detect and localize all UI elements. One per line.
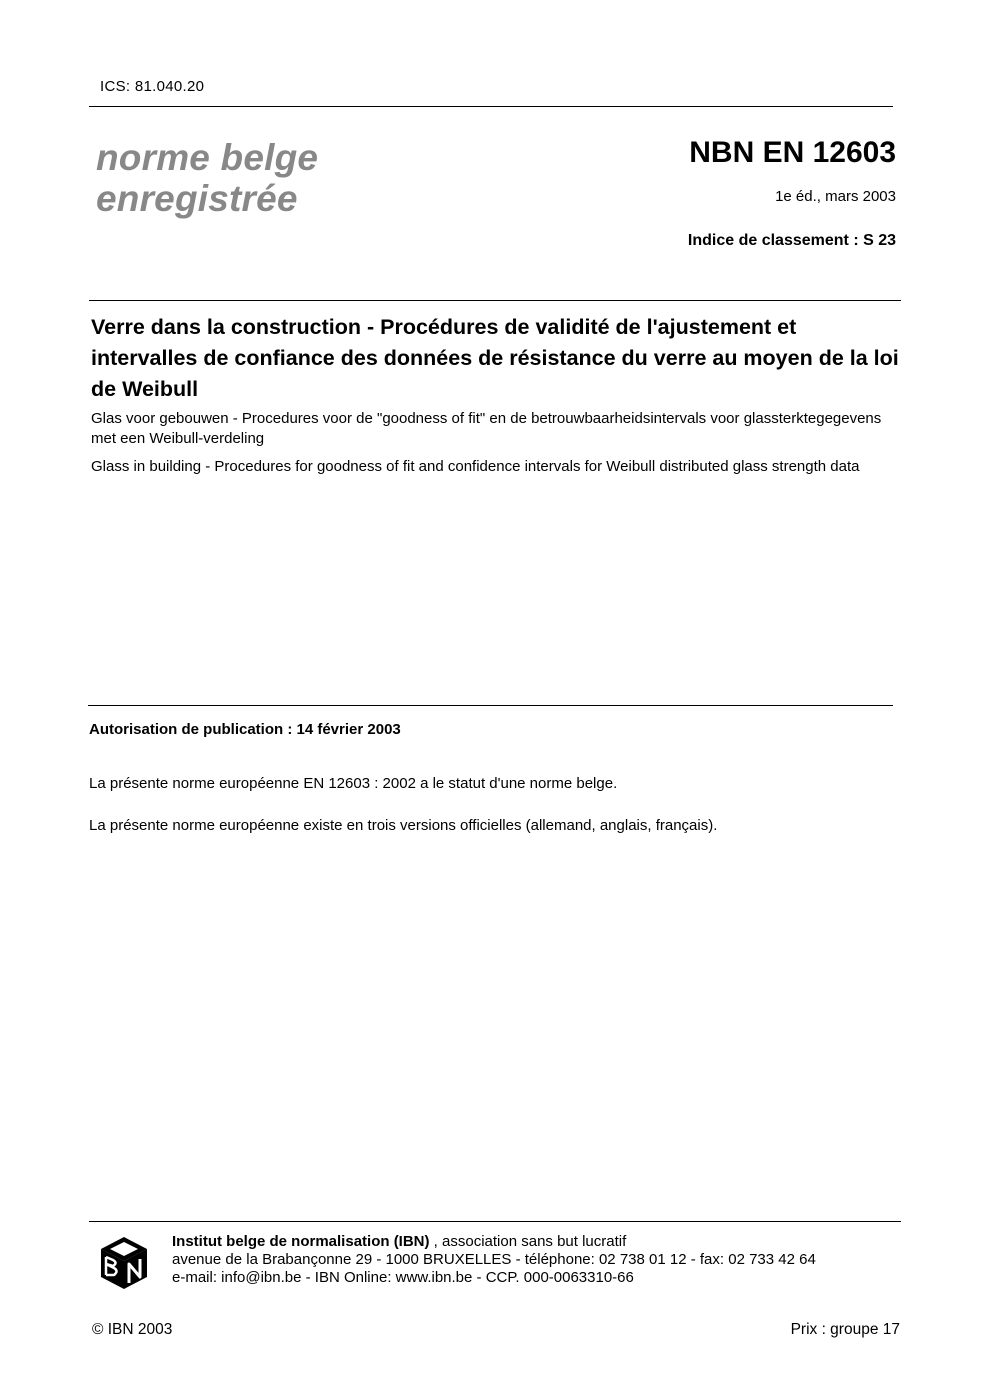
price-group: Prix : groupe 17: [790, 1321, 900, 1338]
edition-date: 1e éd., mars 2003: [775, 188, 896, 205]
title-english: Glass in building - Procedures for goodness of fit and confidence intervals for Weibull distributed glass strength data: [91, 458, 860, 475]
title-divider: [89, 300, 901, 301]
institute-line: [172, 1233, 816, 1251]
institute-address: avenue de la Brabançonne 29 - 1000 BRUXELLES - téléphone: 02 738 01 12 - fax: 02 733 42 64: [172, 1251, 816, 1268]
institute-info: [172, 1233, 816, 1287]
body-divider: [88, 705, 893, 706]
brand-label: [96, 137, 318, 219]
title-dutch: Glas voor gebouwen - Procedures voor de "goodness of fit" en de betrouwbaarheidsintervals voor glassterktegegevens met een Weibull-verdeling: [91, 410, 882, 447]
brand-line-2: enregistrée: [96, 178, 298, 219]
classification-index: Indice de classement : S 23: [687, 232, 896, 249]
standard-number: NBN EN 12603: [689, 136, 896, 169]
institute-contact: e-mail: info@ibn.be - IBN Online: www.ibn.be - CCP. 000-0063310-66: [172, 1269, 634, 1286]
copyright: © IBN 2003: [92, 1321, 173, 1338]
ibn-logo-icon: [98, 1235, 150, 1291]
publication-authorization: Autorisation de publication : 14 février 2003: [89, 721, 401, 738]
institute-name: Institut belge de normalisation (IBN): [172, 1233, 430, 1250]
title-french: Verre dans la construction - Procédures de validité de l'ajustement et intervalles de confiance des données de résistance du verre au moyen de la loi de Weibull: [91, 315, 899, 401]
footer-divider: [89, 1221, 901, 1222]
status-paragraph: La présente norme européenne EN 12603 : 2002 a le statut d'une norme belge.: [89, 775, 618, 792]
brand-line-1: norme belge: [96, 137, 319, 178]
header-divider: [89, 106, 893, 107]
institute-suffix: , association sans but lucratif: [429, 1233, 627, 1250]
versions-paragraph: La présente norme européenne existe en trois versions officielles (allemand, anglais, français).: [89, 817, 718, 834]
ics-code: ICS: 81.040.20: [100, 78, 205, 95]
